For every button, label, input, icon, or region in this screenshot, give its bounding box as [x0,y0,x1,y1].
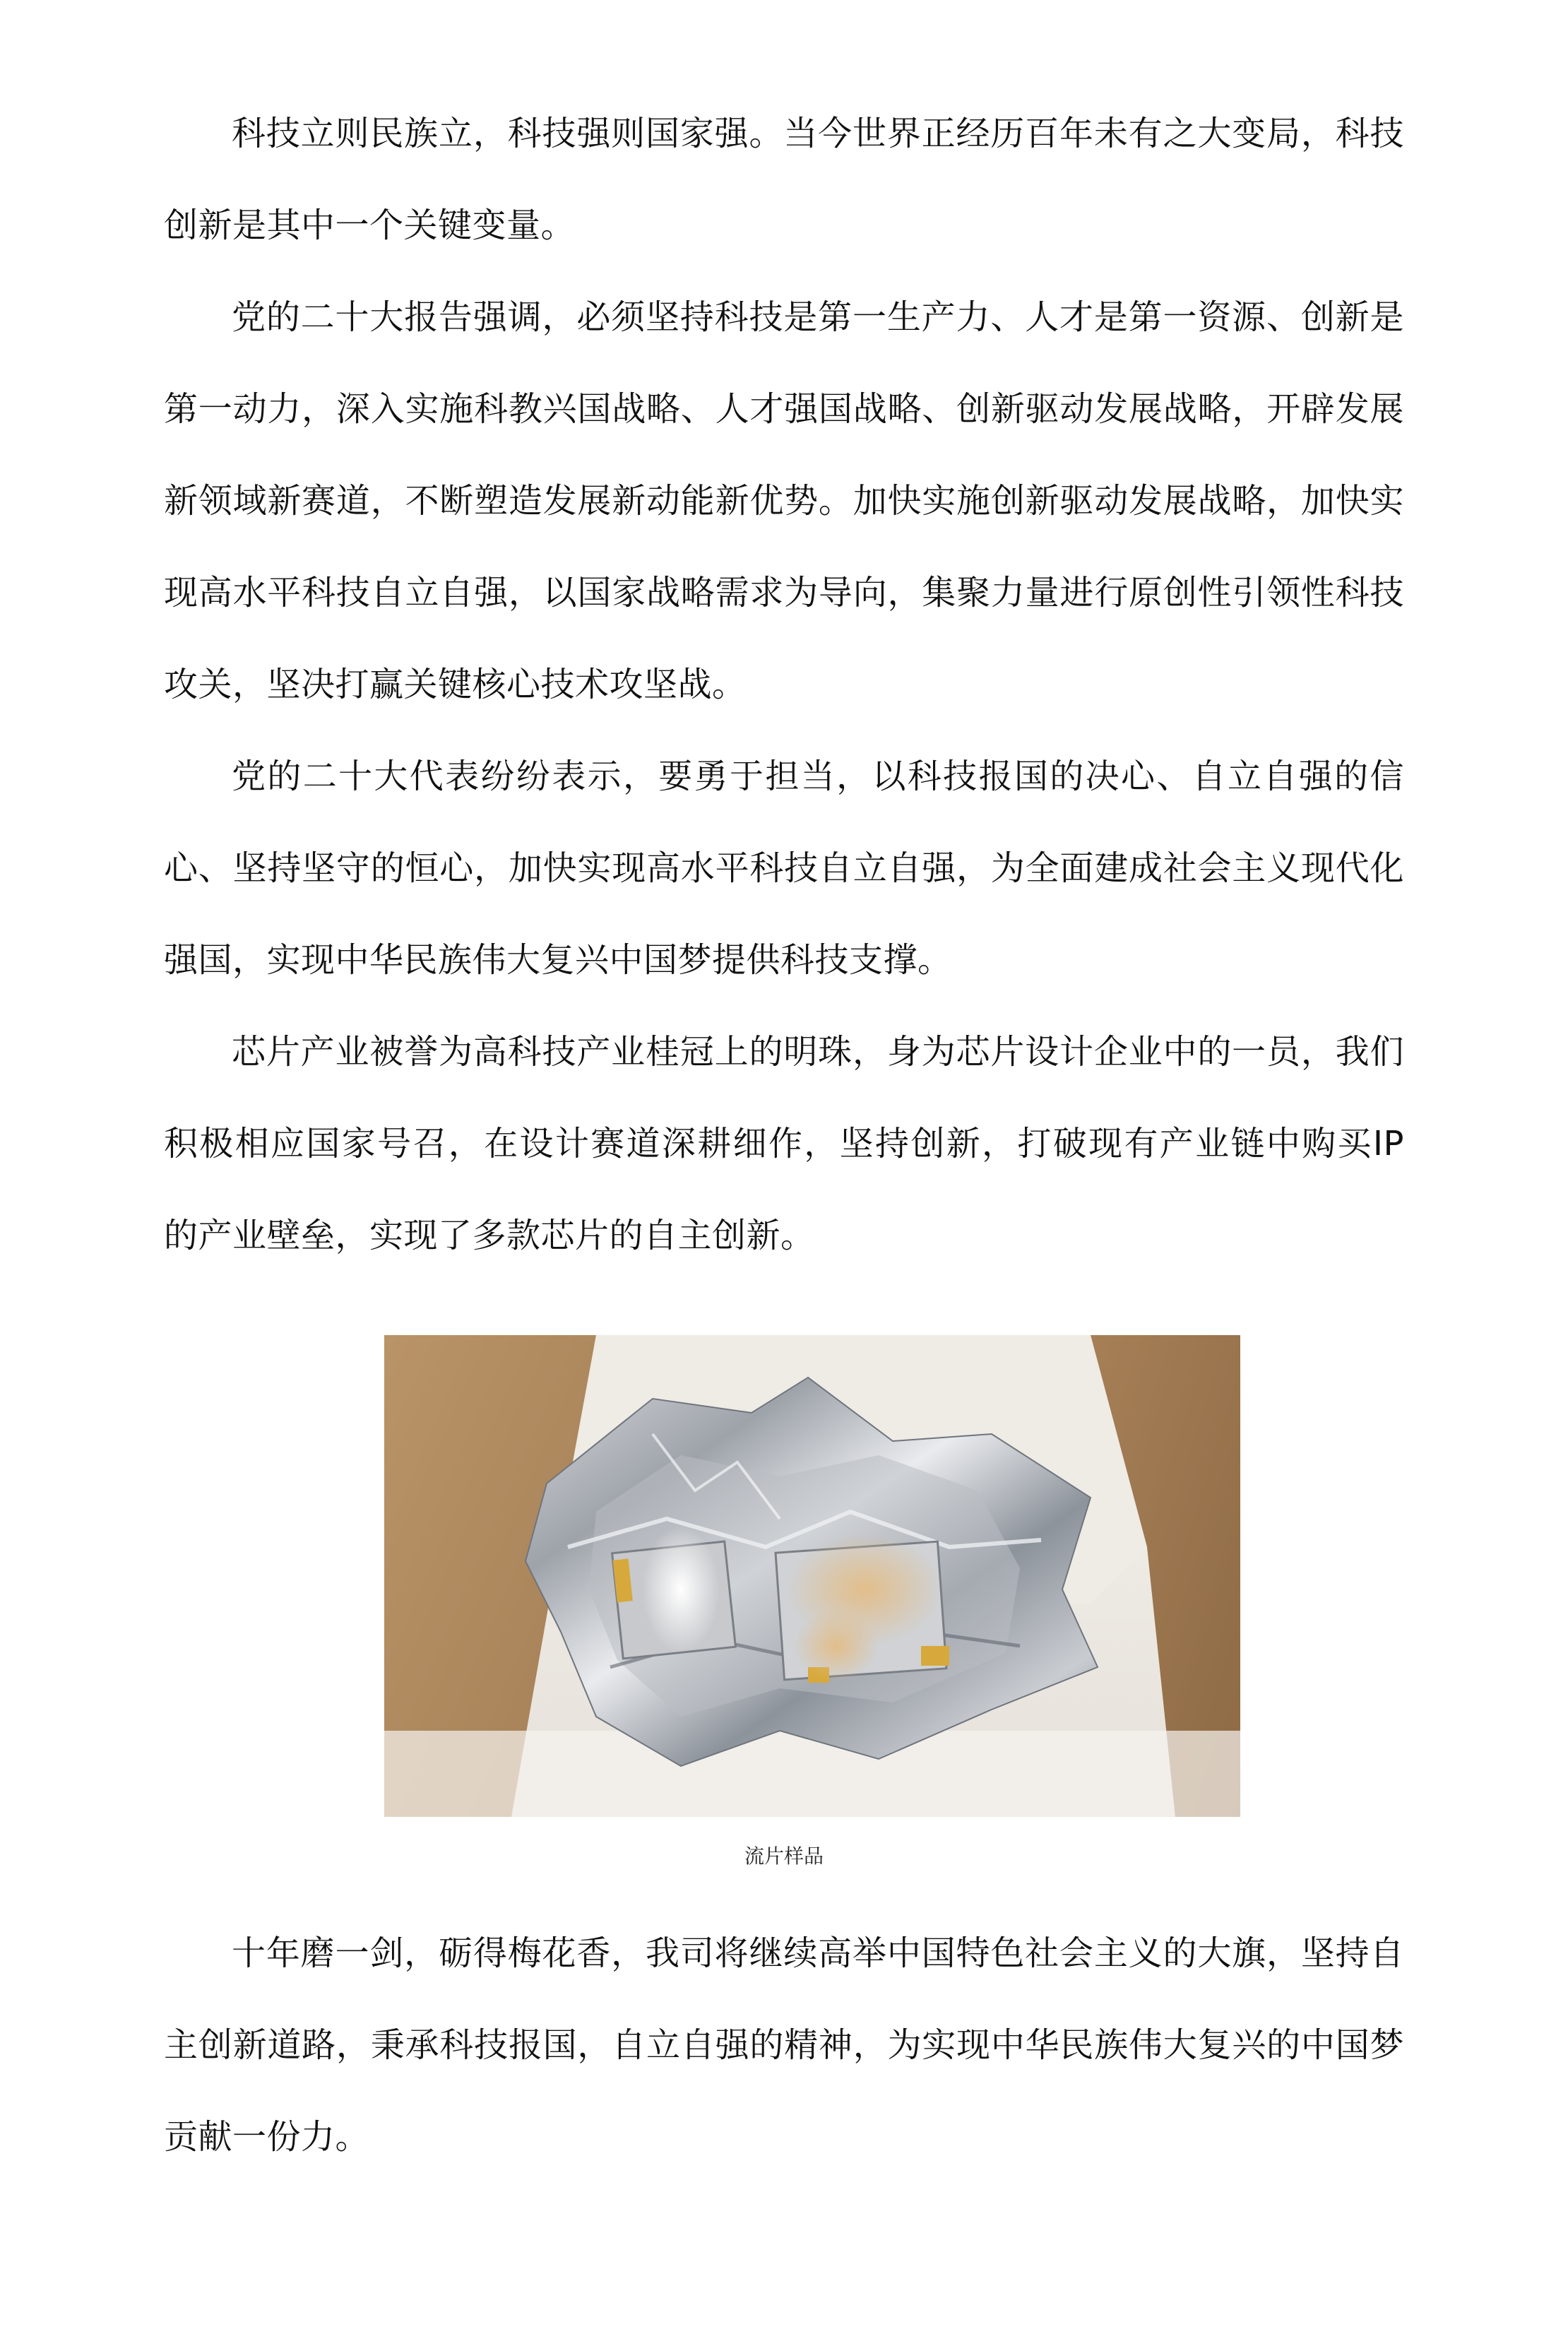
body-text-bottom [164,1907,1404,2183]
figure-caption: 流片样品 [744,1844,824,1868]
paragraph: 芯片产业被誉为高科技产业桂冠上的明珠，身为芯片设计企业中的一员，我们积极相应国家号召，在设计赛道深耕细作，坚持创新，打破现有产业链中购买IP 的产业壁垒，实现了多款芯片的自主创新。 [164,1032,1404,1255]
paragraph: 科技立则民族立，科技强则国家强。当今世界正经历百年未有之大变局，科技创新是其中一个关键变量。 [164,114,1404,245]
paragraph: 十年磨一剑，砺得梅花香，我司将继续高举中国特色社会主义的大旗，坚持自主创新道路，秉承科技报国，自立自强的精神，为实现中华民族伟大复兴的中国梦贡献一份力。 [164,1933,1404,2157]
body-text-top [164,88,1404,1281]
chip-sample-photo [384,1335,1240,1817]
paragraph: 党的二十大代表纷纷表示，要勇于担当，以科技报国的决心、自立自强的信心、坚持坚守的恒心，加快实现高水平科技自立自强，为全面建成社会主义现代化强国，实现中华民族伟大复兴中国梦提供科技支撑。 [164,757,1404,980]
paragraph: 党的二十大报告强调，必须坚持科技是第一生产力、人才是第一资源、创新是第一动力，深入实施科教兴国战略、人才强国战略、创新驱动发展战略，开辟发展新领域新赛道，不断塑造发展新动能新优势。加快实施创新驱动发展战略，加快实现高水平科技自立自强，以国家战略需求为导向，集聚力量进行原创性引领性科技攻关，坚决打赢关键核心技术攻坚战。 [164,297,1404,704]
